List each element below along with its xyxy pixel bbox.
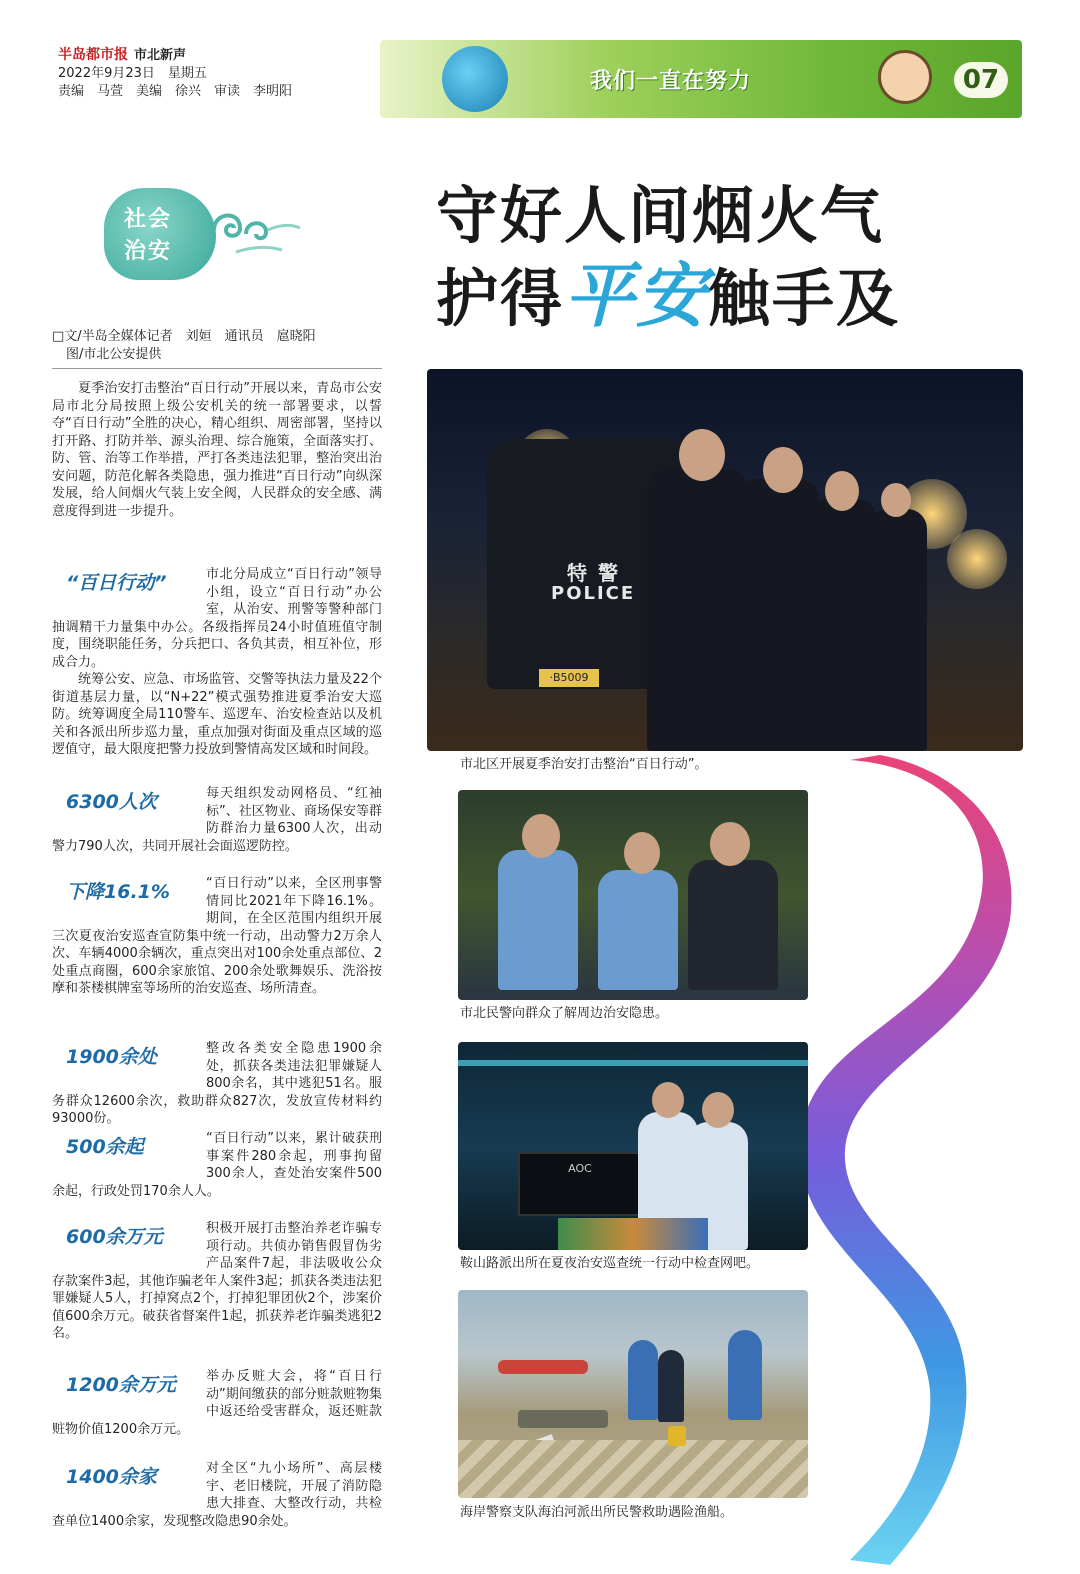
section-name: 市北新声 [134, 48, 187, 63]
headline-highlight: 平安 [564, 254, 709, 337]
byline-reporters: □文/半岛全媒体记者 刘姮 通讯员 扈晓阳 [52, 329, 316, 344]
headline-line-1: 守好人间烟火气 [436, 179, 885, 252]
byline-photo-credit: 图/市北公安提供 [66, 347, 162, 362]
photo-internet-cafe-check [458, 1042, 808, 1250]
banner-slogan: 我们一直在努力 [590, 69, 752, 94]
photo-1-caption: 市北区开展夏季治安打击整治“百日行动”。 [460, 757, 708, 772]
section-5 [52, 1130, 382, 1200]
section-heading: 1400余家 [66, 1466, 157, 1488]
section-heading: 6300人次 [66, 791, 157, 813]
editors-line: 责编 马萱 美编 徐兴 审读 李明阳 [58, 84, 293, 99]
article-intro [52, 380, 382, 520]
section-seal [104, 188, 216, 280]
computer-monitor [518, 1152, 642, 1216]
page-banner [380, 40, 1022, 118]
license-plate: ·B5009 [539, 669, 599, 687]
car-sign: 特 警 [567, 561, 620, 585]
page-number: 07 [954, 62, 1008, 98]
section-7 [52, 1368, 382, 1438]
section-text: 积极开展打击整治养老诈骗专项行动。共侦办销售假冒伪劣产品案件7起，非法吸收公众存款案件3起，其他诈骗老年人案件3起；抓获各类违法犯罪嫌疑人5人，打掉窝点2个，打掉犯罪团伙2个，涉案价值600余万元。破获省督案件1起，抓获养老诈骗类逃犯2名。 [52, 1221, 382, 1341]
section-text-2: 统筹公安、应急、市场监管、交警等执法力量及22个街道基层力量，以“N+22”模式强势推进夏季治安大巡防。统筹调度全局110警车、巡逻车、治安检查站以及机关和各派出所步巡力量，重点加强对街面及重点区域的巡逻值守，最大限度把警力投放到警情高发区域和时间段。 [52, 672, 382, 757]
section-heading: 下降16.1% [66, 881, 170, 903]
car-police-text: POLICE [551, 583, 636, 604]
headline-line-2 [436, 256, 1036, 339]
photo-coast-rescue [458, 1290, 808, 1498]
photo-2-caption: 市北民警向群众了解周边治安隐患。 [460, 1006, 669, 1021]
headline [436, 176, 1036, 339]
photo-3-caption: 鞍山路派出所在夏夜治安巡查统一行动中检查网吧。 [460, 1256, 760, 1271]
section-4 [52, 1040, 382, 1128]
section-text: 每天组织发动网格员、“红袖标”、社区物业、商场保安等群防群治力量6300人次，出动警力790人次，共同开展社会面巡逻防控。 [52, 786, 382, 854]
section-3 [52, 875, 382, 998]
seal-line-1: 社会 [124, 206, 173, 232]
cloud-swirl-icon [206, 200, 302, 260]
section-1 [52, 566, 382, 759]
section-heading: “百日行动” [66, 572, 167, 594]
section-heading: 1900余处 [66, 1046, 157, 1068]
section-text: 对全区“九小场所”、高层楼宇、老旧楼院，开展了消防隐患大排查、大整改行动，共检查单位1400余家，发现整改隐患90余处。 [52, 1461, 382, 1529]
section-heading: 1200余万元 [66, 1374, 176, 1396]
section-text: 市北分局成立“百日行动”领导小组，设立“百日行动”办公室，从治安、刑警等警种部门抽调精干力量集中办公。各级指挥员24小时值班值守制度，围绕职能任务，分兵把口、各负其责，相互补位，形成合力。 [52, 567, 382, 670]
cartoon-kid-icon [878, 50, 932, 104]
date-line: 2022年9月23日 星期五 [58, 66, 207, 81]
section-text: 整改各类安全隐患1900余处，抓获各类违法犯罪嫌疑人800余名，其中逃犯51名。服务群众12600余次，救助群众827次，发放宣传材料约93000份。 [52, 1041, 382, 1126]
intro-paragraph: 夏季治安打击整治“百日行动”开展以来，青岛市公安局市北分局按照上级公安机关的统一部署要求，以誓夺“百日行动”全胜的决心，精心组织、周密部署，坚持以打开路、打防并举、源头治理、综合施策，全面落实打、防、管、治等工作举措，严打各类违法犯罪，整治突出治安问题，防范化解各类隐患，强力推进“百日行动”向纵深发展，给人间烟火气装上安全阀，人民群众的安全感、满意度得到进一步提升。 [52, 381, 382, 519]
section-text: “百日行动”以来，累计破获刑事案件280余起，刑事拘留300余人，查处治安案件500余起，行政处罚170余人人。 [52, 1131, 382, 1199]
section-2 [52, 785, 382, 855]
section-heading: 500余起 [66, 1136, 144, 1158]
masthead [58, 46, 292, 101]
section-heading: 600余万元 [66, 1226, 163, 1248]
section-8 [52, 1460, 382, 1530]
photo-police-talk [458, 790, 808, 1000]
photo-4-caption: 海岸警察支队海泊河派出所民警救助遇险渔船。 [460, 1505, 734, 1520]
headline-line-2-pre: 护得 [436, 262, 565, 335]
section-text: “百日行动”以来，全区刑事警情同比2021年下降16.1%。期间，在全区范围内组织开展三次夏夜治安巡查宣防集中统一行动，出动警力2万余人次、车辆4000余辆次，重点突出对100余处重点部位、2处重点商圈，600余家旅馆、200余处歌舞娱乐、洗浴按摩和茶楼棋牌室等场所的治安巡查、场所清查。 [52, 876, 382, 996]
photo-police-patrol [427, 369, 1023, 751]
section-text: 举办反赃大会，将“百日行动”期间缴获的部分赃款赃物集中返还给受害群众，返还赃款赃物价值1200余万元。 [52, 1369, 382, 1437]
newspaper-logo: 半岛都市报 [58, 47, 128, 63]
section-6 [52, 1220, 382, 1343]
globe-icon [442, 46, 508, 112]
byline [52, 328, 382, 369]
headline-line-2-post: 触手及 [708, 262, 901, 335]
monitor-brand: AOC [568, 1162, 592, 1175]
seal-line-2: 治安 [124, 238, 173, 264]
